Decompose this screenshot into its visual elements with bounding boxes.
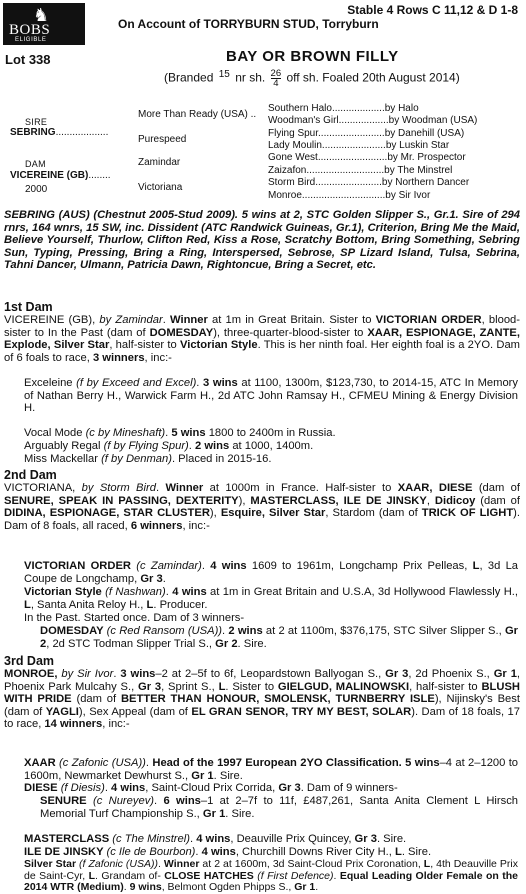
progeny-entry: DIESE (f Diesis). 4 wins, Saint-Cloud Prix Corrida, Gr 3. Dam of 9 winners- — [24, 782, 398, 794]
great-grandparent: Zaizafon............................by The Minstrel — [268, 165, 453, 176]
brand-info: (Branded 15 nr sh. $\frac{26}{4}$ off sh. Foaled 20th August 2014) — [164, 68, 460, 89]
first-dam-paragraph: VICEREINE (GB), by Zamindar. Winner at 1m in Great Britain. Sister to VICTORIAN ORDER, blood-sister to In the Past (dam of DOMESDAY), three-quarter-blood-sister to XAAR, ESPIONAGE, ZANTE, Explode, Silver Star, half-sister to Victorian Style. This is her ninth foal. Her eighth foal is a 2YO. Dam of 6 foals to race, 3 winners, inc:- — [4, 314, 521, 364]
progeny-entry: XAAR (c Zafonic (USA)). Head of the 1997 European 2YO Classification. 5 wins–4 at 2–1200 to 1600m, Newmarket Dewhurst S., Gr 1. Sire. — [24, 757, 519, 782]
progeny-entry: Miss Mackellar (f by Denman). Placed in 2015-16. — [24, 453, 272, 465]
sire-name: SEBRING................... — [10, 127, 109, 138]
sire-label: SIRE — [25, 117, 48, 127]
stable-location: Stable 4 Rows C 11,12 & D 1-8 — [347, 3, 518, 17]
progeny-entry: ILE DE JINSKY (c Ile de Bourbon). 4 wins, Churchill Downs River City H., L. Sire. — [24, 846, 432, 858]
dam-name: VICEREINE (GB)........ — [10, 170, 111, 181]
progeny-entry: Victorian Style (f Nashwan). 4 wins at 1m in Great Britain and U.S.A, 3d Hollywood Flawlessly H., L, Santa Anita Reloy H., L. Producer. — [24, 586, 518, 611]
sire-summary: SEBRING (AUS) (Chestnut 2005-Stud 2009). 5 wins at 2, STC Golden Slipper S., Gr.1. Sire of 294 rnrs, 164 wnrs, 15 SW, inc. Dissident (ATC Randwick Guineas, Gr.1), Criterion, Bring Me the Maid, Believe Yourself, Thurlow, Clifton Red, Kiss a Rose, Scratchy Bottom, Bring Something, Sebring Sun, Typing, Pressing, Bring a Ring, Interspersed, Sebrose, SP Lizard Island, Tulsa, Sebrina, Tahni Dancer, Ulmann, Patricia Dawn, Rightoncue, Bring a Secret, etc. — [4, 209, 520, 272]
great-grandparent: Flying Spur........................by Danehill (USA) — [268, 128, 465, 139]
dam-foal-year: 2000 — [25, 184, 48, 195]
horse-icon: ♞ — [33, 5, 50, 25]
great-grandparent: Monroe..............................by Sir Ivor — [268, 190, 431, 201]
logo-subtitle: ELIGIBLE — [15, 37, 47, 43]
progeny-entry: Silver Star (f Zafonic (USA)). Winner at 2 at 1600m, 3d Saint-Cloud Prix Coronation, L, 4th Deauville Prix de Saint-Cyr, L. Grandam of- CLOSE HATCHES (f First Defence). Equal Leading Older Female on the 2014 WTR (Medium). 9 wins, Belmont Ogden Phipps S., Gr 1. — [24, 858, 518, 893]
third-dam-heading: 3rd Dam — [4, 654, 55, 668]
great-grandparent: Lady Moulin.......................by Luskin Star — [268, 140, 450, 151]
first-dam-heading: 1st Dam — [4, 300, 53, 314]
progeny-entry: Arguably Regal (f by Flying Spur). 2 wins at 1000, 1400m. — [24, 440, 314, 452]
great-grandparent: Southern Halo...................by Halo — [268, 103, 419, 114]
progeny-entry: Exceleine (f by Exceed and Excel). 3 wins at 1100, 1300m, $123,730, to 2014-15, ATC In Memory of Nathan Berry H., Warwick Farm H., 2d ATC John Ramsay H., CFMEU Mining & Energy Division H. — [24, 377, 518, 415]
bobs-eligible-logo — [3, 3, 85, 45]
great-grandparent: Gone West.........................by Mr. Prospector — [268, 152, 466, 163]
sire-sire: More Than Ready (USA) .. — [138, 109, 257, 120]
great-grandparent: Storm Bird........................by Northern Dancer — [268, 177, 470, 188]
dam-label: DAM — [25, 159, 46, 169]
second-dam-heading: 2nd Dam — [4, 468, 57, 482]
vendor-account: On Account of TORRYBURN STUD, Torryburn — [118, 17, 379, 31]
great-grandparent: Woodman's Girl..................by Woodman (USA) — [268, 115, 478, 126]
progeny-entry: In the Past. Started once. Dam of 3 winners- — [24, 612, 245, 624]
progeny-entry: MASTERCLASS (c The Minstrel). 4 wins, Deauville Prix Quincey, Gr 3. Sire. — [24, 833, 407, 845]
dam-sire: Zamindar — [138, 157, 181, 168]
progeny-entry: Vocal Mode (c by Mineshaft). 5 wins 1800 to 2400m in Russia. — [24, 427, 336, 439]
lot-description: BAY OR BROWN FILLY — [226, 48, 399, 65]
lot-number: Lot 338 — [5, 52, 51, 67]
second-dam-paragraph: VICTORIANA, by Storm Bird. Winner at 1000m in France. Half-sister to XAAR, DIESE (dam of SENURE, SPEAK IN PASSING, DEXTERITY), MASTERCLASS, ILE DE JINSKY, Didicoy (dam of DIDINA, ESPIONAGE, STAR CLUSTER), Esquire, Silver Star, Stardom (dam of TRICK OF LIGHT). Dam of 8 foals, all raced, 6 winners, inc:- — [4, 482, 521, 532]
third-dam-paragraph: MONROE, by Sir Ivor. 3 wins–2 at 2–5f to 6f, Leopardstown Ballyogan S., Gr 3, 2d Phoenix S., Gr 1, Phoenix Park Mulcahy S., Gr 3, Sprint S., L. Sister to GIELGUD, MALINOWSKI, half-sister to BLUSH WITH PRIDE (dam of BETTER THAN HONOUR, SMOLENSK, TURNBERRY ISLE), Nijinsky's Best (dam of YAGLI), Sex Appeal (dam of EL GRAN SENOR, TRY MY BEST, SOLAR). Dam of 18 foals, 17 to race, 14 winners, inc:- — [4, 668, 521, 731]
progeny-entry: DOMESDAY (c Red Ransom (USA)). 2 wins at 2 at 1100m, $376,175, STC Silver Slipper S., Gr 2, 2d STC Todman Slipper Trial S., Gr 2. Sire. — [40, 625, 519, 650]
sire-dam: Purespeed — [138, 134, 187, 145]
progeny-entry: VICTORIAN ORDER (c Zamindar). 4 wins 1609 to 1961m, Longchamp Prix Pelleas, L, 3d La Coupe de Longchamp, Gr 3. — [24, 560, 519, 585]
logo-brand: BOBS — [9, 22, 51, 38]
dam-dam: Victoriana — [138, 182, 183, 193]
progeny-entry: SENURE (c Nureyev). 6 wins–1 at 2–7f to 11f, £487,261, Santa Anita Clement L Hirsch Memorial Turf Championship S., Gr 1. Sire. — [40, 795, 519, 820]
